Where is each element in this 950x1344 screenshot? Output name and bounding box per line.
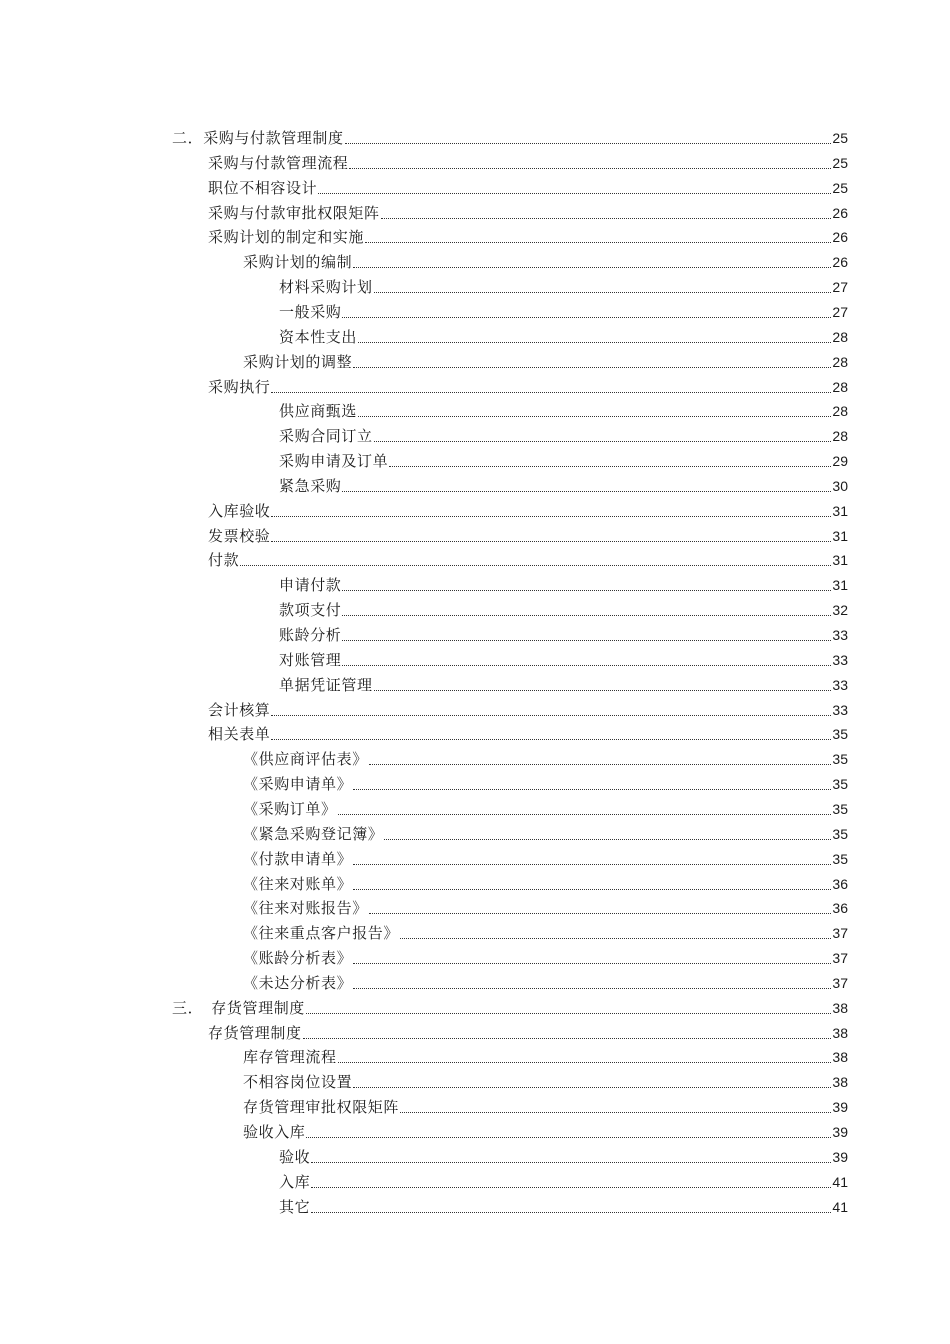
dot-leader: [381, 218, 832, 219]
toc-entry-label: 存货管理制度: [208, 1023, 302, 1042]
toc-entry-link[interactable]: [279, 596, 848, 621]
dot-leader: [311, 1187, 831, 1188]
toc-entry-label: 《采购订单》: [243, 799, 337, 818]
toc-entry-link[interactable]: [243, 1043, 848, 1068]
toc-entry-label: 采购计划的制定和实施: [208, 228, 365, 247]
toc-entry-label: 采购与付款管理流程: [208, 153, 349, 172]
toc-entry-link[interactable]: [243, 919, 848, 944]
dot-leader: [318, 193, 831, 194]
dot-leader: [342, 615, 831, 616]
toc-row: [0, 919, 950, 944]
toc-row: [0, 1193, 950, 1218]
toc-entry-link[interactable]: [208, 174, 848, 199]
toc-entry-link[interactable]: [243, 745, 848, 770]
toc-row: [0, 522, 950, 547]
toc-entry-link[interactable]: [243, 870, 848, 895]
toc-entry-label: 材料采购计划: [279, 278, 373, 297]
dot-leader: [303, 1038, 832, 1039]
toc-entry-link[interactable]: [208, 522, 848, 547]
toc-row: [0, 124, 950, 149]
toc-entry-page-number: 39: [832, 1099, 848, 1116]
toc-entry-page-number: 35: [832, 776, 848, 793]
toc-entry-link[interactable]: [279, 1143, 848, 1168]
toc-entry-page-number: 25: [832, 179, 848, 196]
toc-entry-page-number: 35: [832, 825, 848, 842]
dot-leader: [353, 367, 831, 368]
toc-entry-link[interactable]: [279, 1168, 848, 1193]
toc-entry-label: 其它: [279, 1197, 311, 1216]
toc-entry-page-number: 31: [832, 552, 848, 569]
toc-entry-page-number: 27: [832, 279, 848, 296]
toc-entry-page-number: 37: [832, 950, 848, 967]
toc-entry-page-number: 28: [832, 428, 848, 445]
toc-row: [0, 994, 950, 1019]
toc-row: [0, 248, 950, 273]
toc-entry-link[interactable]: [279, 422, 848, 447]
toc-entry-label: 验收: [279, 1147, 311, 1166]
toc-entry-link[interactable]: [243, 1118, 848, 1143]
toc-entry-link[interactable]: [279, 273, 848, 298]
toc-entry-page-number: 41: [832, 1198, 848, 1215]
toc-entry-link[interactable]: [243, 944, 848, 969]
toc-entry-page-number: 38: [832, 999, 848, 1016]
toc-entry-link[interactable]: [279, 621, 848, 646]
toc-entry-link[interactable]: [279, 472, 848, 497]
toc-row: [0, 472, 950, 497]
toc-entry-page-number: 33: [832, 627, 848, 643]
toc-row: [0, 149, 950, 174]
toc-entry-link[interactable]: [172, 994, 848, 1019]
toc-entry-label: 采购合同订立: [279, 427, 373, 446]
dot-leader: [353, 789, 831, 790]
toc-entry-label: 职位不相容设计: [208, 178, 318, 197]
toc-entry-link[interactable]: [243, 845, 848, 870]
toc-entry-page-number: 26: [832, 229, 848, 246]
toc-entry-page-number: 41: [832, 1173, 848, 1190]
dot-leader: [349, 168, 831, 169]
dot-leader: [374, 690, 832, 691]
toc-row: [0, 1168, 950, 1193]
toc-entry-link[interactable]: [243, 1093, 848, 1118]
dot-leader: [353, 267, 831, 268]
dot-leader: [338, 814, 832, 815]
dot-leader: [306, 1013, 832, 1014]
toc-entry-link[interactable]: [243, 770, 848, 795]
toc-entry-link[interactable]: [279, 671, 848, 696]
dot-leader: [311, 1162, 831, 1163]
toc-entry-link[interactable]: [208, 696, 848, 721]
toc-row: [0, 273, 950, 298]
toc-row: [0, 373, 950, 398]
toc-entry-link[interactable]: [243, 795, 848, 820]
dot-leader: [384, 839, 831, 840]
toc-row: [0, 447, 950, 472]
toc-entry-page-number: 31: [832, 527, 848, 544]
toc-entry-link[interactable]: [208, 497, 848, 522]
toc-row: [0, 621, 950, 646]
toc-entry-page-number: 37: [832, 925, 848, 942]
dot-leader: [240, 565, 831, 566]
toc-entry-page-number: 32: [832, 602, 848, 619]
dot-leader: [353, 988, 831, 989]
toc-entry-link[interactable]: [208, 199, 848, 224]
dot-leader: [353, 864, 831, 865]
toc-entry-label: 《付款申请单》: [243, 849, 353, 868]
toc-entry-label: 紧急采购: [279, 476, 342, 495]
toc-entry-link[interactable]: [172, 124, 848, 149]
toc-row: [0, 1019, 950, 1044]
toc-entry-page-number: 25: [832, 154, 848, 171]
toc-entry-page-number: 31: [832, 577, 848, 594]
toc-entry-label: 采购计划的调整: [243, 352, 353, 371]
toc-entry-page-number: 30: [832, 477, 848, 494]
dot-leader: [374, 441, 832, 442]
toc-entry-link[interactable]: [243, 1068, 848, 1093]
toc-entry-link[interactable]: [243, 894, 848, 919]
toc-row: [0, 596, 950, 621]
toc-entry-page-number: 28: [832, 378, 848, 395]
dot-leader: [353, 1087, 831, 1088]
toc-entry-link[interactable]: [279, 447, 848, 472]
toc-entry-page-number: 33: [832, 676, 848, 693]
toc-entry-label: 《往来对账单》: [243, 874, 353, 893]
toc-entry-link[interactable]: [208, 1019, 848, 1044]
dot-leader: [306, 1137, 831, 1138]
toc-entry-label: 采购申请及订单: [279, 452, 389, 471]
toc-row: [0, 894, 950, 919]
toc-entry-label: 采购计划的编制: [243, 253, 353, 272]
toc-row: [0, 745, 950, 770]
toc-entry-link[interactable]: [208, 373, 848, 398]
dot-leader: [342, 491, 831, 492]
toc-row: [0, 820, 950, 845]
dot-leader: [271, 715, 831, 716]
toc-row: [0, 696, 950, 721]
toc-entry-link[interactable]: [279, 571, 848, 596]
toc-entry-page-number: 38: [832, 1024, 848, 1041]
toc-entry-page-number: 27: [832, 303, 848, 320]
toc-entry-label: 《往来重点客户报告》: [243, 924, 400, 943]
dot-leader: [342, 590, 831, 591]
toc-entry-page-number: 28: [832, 403, 848, 420]
toc-entry-link[interactable]: [279, 1193, 848, 1218]
toc-row: [0, 870, 950, 895]
dot-leader: [358, 416, 831, 417]
toc-entry-link[interactable]: [243, 248, 848, 273]
toc-entry-label: 资本性支出: [279, 327, 358, 346]
toc-entry-link[interactable]: [208, 149, 848, 174]
toc-row: [0, 646, 950, 671]
toc-row: [0, 1068, 950, 1093]
toc-row: [0, 1118, 950, 1143]
toc-entry-label: 账龄分析: [279, 626, 342, 644]
toc-row: [0, 298, 950, 323]
toc-row: [0, 571, 950, 596]
toc-entry-label: 供应商甄选: [279, 402, 358, 421]
dot-leader: [365, 242, 831, 243]
toc-entry-label: 《紧急采购登记簿》: [243, 824, 384, 843]
dot-leader: [353, 963, 831, 964]
toc-entry-page-number: 33: [832, 651, 848, 668]
dot-leader: [358, 342, 831, 343]
toc-entry-page-number: 38: [832, 1049, 848, 1066]
toc-entry-label: 验收入库: [243, 1123, 306, 1141]
toc-entry-label: 付款: [208, 551, 240, 570]
dot-leader: [271, 739, 831, 740]
dot-leader: [342, 640, 831, 641]
dot-leader: [311, 1212, 831, 1213]
dot-leader: [369, 764, 832, 765]
toc-entry-page-number: 28: [832, 328, 848, 345]
dot-leader: [374, 292, 832, 293]
toc-entry-page-number: 35: [832, 751, 848, 768]
toc-row: [0, 671, 950, 696]
toc-entry-label: 存货管理审批权限矩阵: [243, 1098, 400, 1117]
toc-entry-page-number: 26: [832, 204, 848, 221]
toc-entry-label: 入库验收: [208, 501, 271, 520]
toc-row: [0, 720, 950, 745]
toc-row: [0, 546, 950, 571]
toc-entry-page-number: 35: [832, 800, 848, 817]
toc-entry-label: 《未达分析表》: [243, 973, 353, 992]
toc-entry-label: 不相容岗位设置: [243, 1073, 353, 1092]
toc-entry-label: 款项支付: [279, 601, 342, 620]
toc-entry-link[interactable]: [208, 546, 848, 571]
dot-leader: [353, 889, 831, 890]
toc-entry-page-number: 35: [832, 850, 848, 867]
toc-row: [0, 944, 950, 969]
toc-entry-page-number: 36: [832, 900, 848, 917]
toc-entry-link[interactable]: [243, 969, 848, 994]
toc-entry-link[interactable]: [279, 397, 848, 422]
toc-entry-label: 单据凭证管理: [279, 675, 373, 694]
toc-row: [0, 795, 950, 820]
toc-entry-link[interactable]: [208, 223, 848, 248]
toc-row: [0, 497, 950, 522]
toc-entry-label: 《账龄分析表》: [243, 949, 353, 968]
toc-entry-label: 三． 存货管理制度: [172, 998, 305, 1017]
toc-entry-label: 会计核算: [208, 700, 271, 719]
toc-row: [0, 1093, 950, 1118]
toc-row: [0, 348, 950, 373]
toc-row: [0, 223, 950, 248]
dot-leader: [271, 392, 831, 393]
toc-entry-page-number: 33: [832, 701, 848, 718]
toc-entry-link[interactable]: [243, 820, 848, 845]
dot-leader: [400, 1112, 831, 1113]
toc-row: [0, 174, 950, 199]
toc-entry-page-number: 29: [832, 453, 848, 470]
toc-entry-page-number: 35: [832, 726, 848, 743]
toc-entry-label: 采购执行: [208, 377, 271, 396]
toc-entry-link[interactable]: [279, 323, 848, 348]
toc-entry-label: 《供应商评估表》: [243, 750, 368, 769]
toc-entry-page-number: 39: [832, 1148, 848, 1165]
toc-entry-link[interactable]: [208, 720, 848, 745]
toc-entry-page-number: 37: [832, 974, 848, 991]
toc-entry-label: 发票校验: [208, 526, 271, 545]
toc-entry-page-number: 36: [832, 875, 848, 892]
dot-leader: [342, 665, 831, 666]
toc-entry-link[interactable]: [243, 348, 848, 373]
toc-entry-link[interactable]: [279, 298, 848, 323]
dot-leader: [400, 938, 831, 939]
toc-entry-page-number: 31: [832, 502, 848, 519]
toc-entry-label: 相关表单: [208, 725, 271, 744]
toc-row: [0, 199, 950, 224]
dot-leader: [271, 516, 831, 517]
toc-entry-label: 二．采购与付款管理制度: [172, 129, 344, 147]
toc-entry-label: 一般采购: [279, 302, 342, 321]
toc-row: [0, 1043, 950, 1068]
toc-entry-page-number: 38: [832, 1074, 848, 1091]
toc-row: [0, 770, 950, 795]
dot-leader: [389, 466, 831, 467]
dot-leader: [345, 143, 832, 144]
toc-entry-page-number: 39: [832, 1124, 848, 1140]
toc-row: [0, 422, 950, 447]
toc-entry-page-number: 28: [832, 353, 848, 370]
dot-leader: [338, 1062, 832, 1063]
toc-entry-label: 对账管理: [279, 650, 342, 669]
toc-entry-label: 库存管理流程: [243, 1048, 337, 1067]
dot-leader: [342, 317, 831, 318]
dot-leader: [271, 541, 831, 542]
toc-row: [0, 845, 950, 870]
toc-entry-label: 申请付款: [279, 576, 342, 595]
toc-entry-label: 入库: [279, 1172, 311, 1191]
toc-row: [0, 323, 950, 348]
toc-entry-label: 《往来对账报告》: [243, 899, 368, 918]
toc-entry-label: 《采购申请单》: [243, 775, 353, 794]
toc-row: [0, 969, 950, 994]
toc-entry-page-number: 25: [832, 130, 848, 146]
toc-entry-link[interactable]: [279, 646, 848, 671]
toc-entry-page-number: 26: [832, 254, 848, 271]
toc-row: [0, 397, 950, 422]
toc-entry-label: 采购与付款审批权限矩阵: [208, 203, 380, 222]
toc-row: [0, 1143, 950, 1168]
dot-leader: [369, 913, 832, 914]
